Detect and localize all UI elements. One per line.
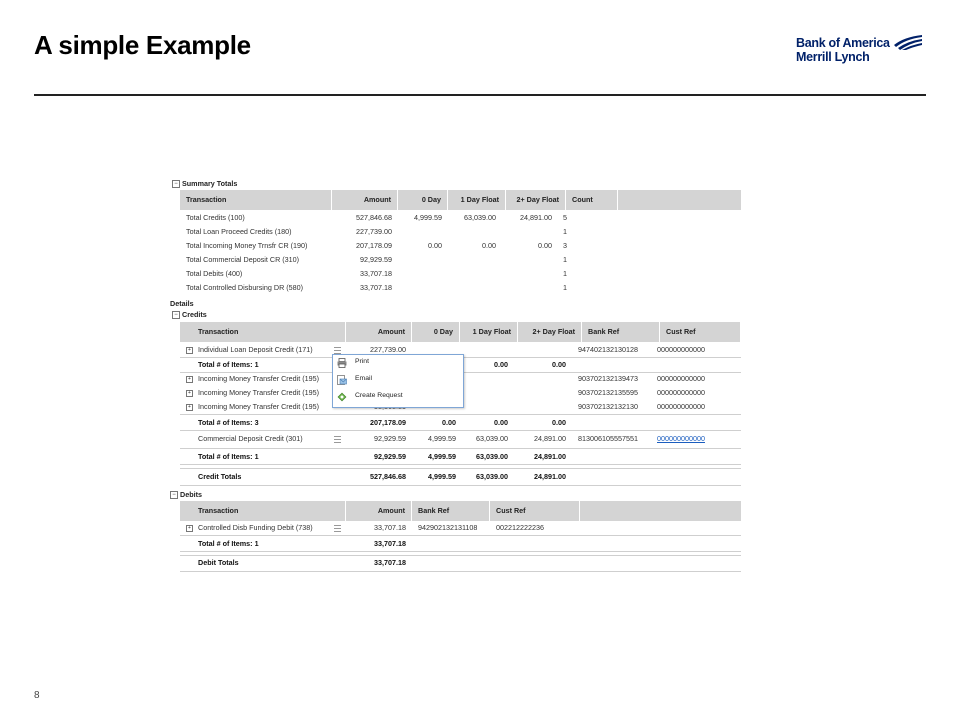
debit-grand-total-amount: 33,707.18 [374, 558, 406, 567]
email-icon [337, 375, 347, 385]
summary-row-3-amount: 207,178.09 [356, 241, 392, 250]
expand-row-icon[interactable]: + [186, 525, 193, 532]
credit-row-5-2day: 24,891.00 [534, 434, 566, 443]
col-amount[interactable]: Amount [332, 190, 398, 210]
summary-row-5-amount: 33,707.18 [360, 269, 392, 278]
credit-subtotal-2-2day: 0.00 [552, 418, 566, 427]
credit-row-1-amount: 227,739.00 [370, 345, 406, 354]
credits-section-label: Credits [182, 310, 207, 319]
col-1-day-float[interactable]: 1 Day Float [448, 190, 506, 210]
col-cust-ref[interactable]: Cust Ref [660, 322, 741, 342]
logo-line-1: Bank of America [796, 36, 890, 50]
summary-row-1-2day: 24,891.00 [520, 213, 552, 222]
credit-row-1-transaction: Individual Loan Deposit Credit (171) [198, 345, 313, 354]
credit-row-2-transaction: Incoming Money Transfer Credit (195) [198, 374, 320, 383]
col-transaction[interactable]: Transaction [180, 190, 332, 210]
row-menu-icon[interactable] [334, 436, 341, 443]
context-menu-print-label: Print [355, 358, 369, 365]
credit-grand-total-amount: 527,846.68 [370, 472, 406, 481]
summary-row-6-count: 1 [563, 283, 567, 292]
summary-row-1-0day: 4,999.59 [414, 213, 442, 222]
summary-collapse-toggle[interactable]: − [172, 180, 180, 188]
credit-subtotal-3-amount: 92,929.59 [374, 452, 406, 461]
expand-row-icon[interactable]: + [186, 390, 193, 397]
row-separator [180, 485, 741, 486]
credit-row-3-transaction: Incoming Money Transfer Credit (195) [198, 388, 320, 397]
credit-subtotal-3-0day: 4,999.59 [428, 452, 456, 461]
summary-row-3-0day: 0.00 [428, 241, 442, 250]
credit-row-3-cust-ref: 000000000000 [657, 388, 705, 397]
credit-subtotal-1-2day: 0.00 [552, 360, 566, 369]
credits-header-row [180, 322, 741, 342]
debits-section-label: Debits [180, 490, 202, 499]
row-separator [180, 448, 741, 449]
summary-row-1-count: 5 [563, 213, 567, 222]
row-separator [180, 535, 741, 536]
summary-row-3-1day: 0.00 [482, 241, 496, 250]
create-request-icon [337, 392, 347, 402]
context-menu-email[interactable] [333, 372, 463, 389]
credit-row-5-amount: 92,929.59 [374, 434, 406, 443]
expand-row-icon[interactable]: + [186, 404, 193, 411]
title-rule [34, 94, 926, 96]
credit-row-4-bank-ref: 903702132132130 [578, 402, 638, 411]
debit-row-1-transaction: Controlled Disb Funding Debit (738) [198, 523, 313, 532]
summary-row-3-count: 3 [563, 241, 567, 250]
summary-header-row [180, 190, 741, 210]
expand-row-icon[interactable]: + [186, 376, 193, 383]
debit-row-1-cust-ref: 002212222236 [496, 523, 544, 532]
page-number: 8 [34, 690, 40, 701]
col-amount[interactable]: Amount [346, 322, 412, 342]
summary-row-1-amount: 527,846.68 [356, 213, 392, 222]
debit-grand-total-label: Debit Totals [198, 558, 239, 567]
credit-row-1-bank-ref: 947402132130128 [578, 345, 638, 354]
col-amount[interactable]: Amount [346, 501, 412, 521]
credit-subtotal-2-0day: 0.00 [442, 418, 456, 427]
bank-logo [796, 36, 928, 70]
col-cust-ref[interactable]: Cust Ref [490, 501, 580, 521]
row-menu-icon[interactable] [334, 525, 341, 532]
debit-row-1-bank-ref: 942902132131108 [418, 523, 478, 532]
credit-row-5-0day: 4,999.59 [428, 434, 456, 443]
credit-row-5-bank-ref: 813006105557551 [578, 434, 638, 443]
credit-subtotal-3-2day: 24,891.00 [534, 452, 566, 461]
row-separator [180, 430, 741, 431]
col-0-day[interactable]: 0 Day [412, 322, 460, 342]
debit-subtotal-amount: 33,707.18 [374, 539, 406, 548]
col-0-day[interactable]: 0 Day [398, 190, 448, 210]
credit-row-1-cust-ref: 000000000000 [657, 345, 705, 354]
summary-row-3-transaction: Total Incoming Money Trnsfr CR (190) [186, 241, 308, 250]
credit-row-3-bank-ref: 903702132135595 [578, 388, 638, 397]
context-menu-email-label: Email [355, 375, 372, 382]
context-menu-create-request[interactable] [333, 389, 463, 406]
col-2plus-day-float[interactable]: 2+ Day Float [518, 322, 582, 342]
credit-row-2-cust-ref: 000000000000 [657, 374, 705, 383]
row-separator [180, 571, 741, 572]
col-transaction[interactable]: Transaction [180, 322, 346, 342]
credits-collapse-toggle[interactable]: − [172, 311, 180, 319]
debits-header-row [180, 501, 741, 521]
summary-section-label: Summary Totals [182, 179, 238, 188]
credit-subtotal-1-1day: 0.00 [494, 360, 508, 369]
credit-subtotal-2-1day: 0.00 [494, 418, 508, 427]
col-count[interactable]: Count [566, 190, 618, 210]
slide-title: A simple Example [34, 30, 251, 60]
credit-row-2-bank-ref: 903702132139473 [578, 374, 638, 383]
col-transaction[interactable]: Transaction [180, 501, 346, 521]
row-separator [180, 551, 741, 552]
credit-subtotal-1-label: Total # of Items: 1 [198, 360, 259, 369]
col-1-day-float[interactable]: 1 Day Float [460, 322, 518, 342]
context-menu-create-request-label: Create Request [355, 392, 403, 399]
credit-grand-total-1day: 63,039.00 [476, 472, 508, 481]
summary-row-6-transaction: Total Controlled Disbursing DR (580) [186, 283, 304, 292]
summary-row-6-amount: 33,707.18 [360, 283, 392, 292]
summary-row-1-transaction: Total Credits (100) [186, 213, 245, 222]
debits-collapse-toggle[interactable]: − [170, 491, 178, 499]
credit-subtotal-3-1day: 63,039.00 [476, 452, 508, 461]
expand-row-icon[interactable]: + [186, 347, 193, 354]
summary-row-4-amount: 92,929.59 [360, 255, 392, 264]
details-label: Details [170, 299, 194, 308]
credit-subtotal-3-label: Total # of Items: 1 [198, 452, 259, 461]
debit-row-1-amount: 33,707.18 [374, 523, 406, 532]
credit-row-5-transaction: Commercial Deposit Credit (301) [198, 434, 303, 443]
summary-row-2-count: 1 [563, 227, 567, 236]
debit-subtotal-label: Total # of Items: 1 [198, 539, 259, 548]
row-separator [180, 555, 741, 556]
summary-row-5-count: 1 [563, 269, 567, 278]
credit-grand-total-0day: 4,999.59 [428, 472, 456, 481]
credit-grand-total-label: Credit Totals [198, 472, 242, 481]
summary-row-1-1day: 63,039.00 [464, 213, 496, 222]
summary-row-4-transaction: Total Commercial Deposit CR (310) [186, 255, 300, 264]
context-menu-print[interactable] [333, 355, 463, 372]
logo-line-2: Merrill Lynch [796, 50, 870, 64]
credit-subtotal-2-amount: 207,178.09 [370, 418, 406, 427]
credit-subtotal-2-label: Total # of Items: 3 [198, 418, 259, 427]
flag-logo-icon [892, 34, 924, 50]
col-bank-ref[interactable]: Bank Ref [582, 322, 660, 342]
summary-row-4-count: 1 [563, 255, 567, 264]
row-context-menu [332, 354, 464, 408]
printer-icon [337, 358, 347, 368]
credit-grand-total-2day: 24,891.00 [534, 472, 566, 481]
credit-row-4-cust-ref: 000000000000 [657, 402, 705, 411]
credit-row-5-cust-ref-link[interactable]: 000000000000 [657, 434, 705, 443]
credit-row-4-transaction: Incoming Money Transfer Credit (195) [198, 402, 320, 411]
row-separator [180, 468, 741, 469]
summary-row-3-2day: 0.00 [538, 241, 552, 250]
summary-row-2-amount: 227,739.00 [356, 227, 392, 236]
credit-row-5-1day: 63,039.00 [476, 434, 508, 443]
summary-row-2-transaction: Total Loan Proceed Credits (180) [186, 227, 292, 236]
col-2plus-day-float[interactable]: 2+ Day Float [506, 190, 566, 210]
col-bank-ref[interactable]: Bank Ref [412, 501, 490, 521]
summary-row-5-transaction: Total Debits (400) [186, 269, 243, 278]
row-separator [180, 464, 741, 465]
row-separator [180, 414, 741, 415]
row-menu-icon[interactable] [334, 347, 341, 354]
